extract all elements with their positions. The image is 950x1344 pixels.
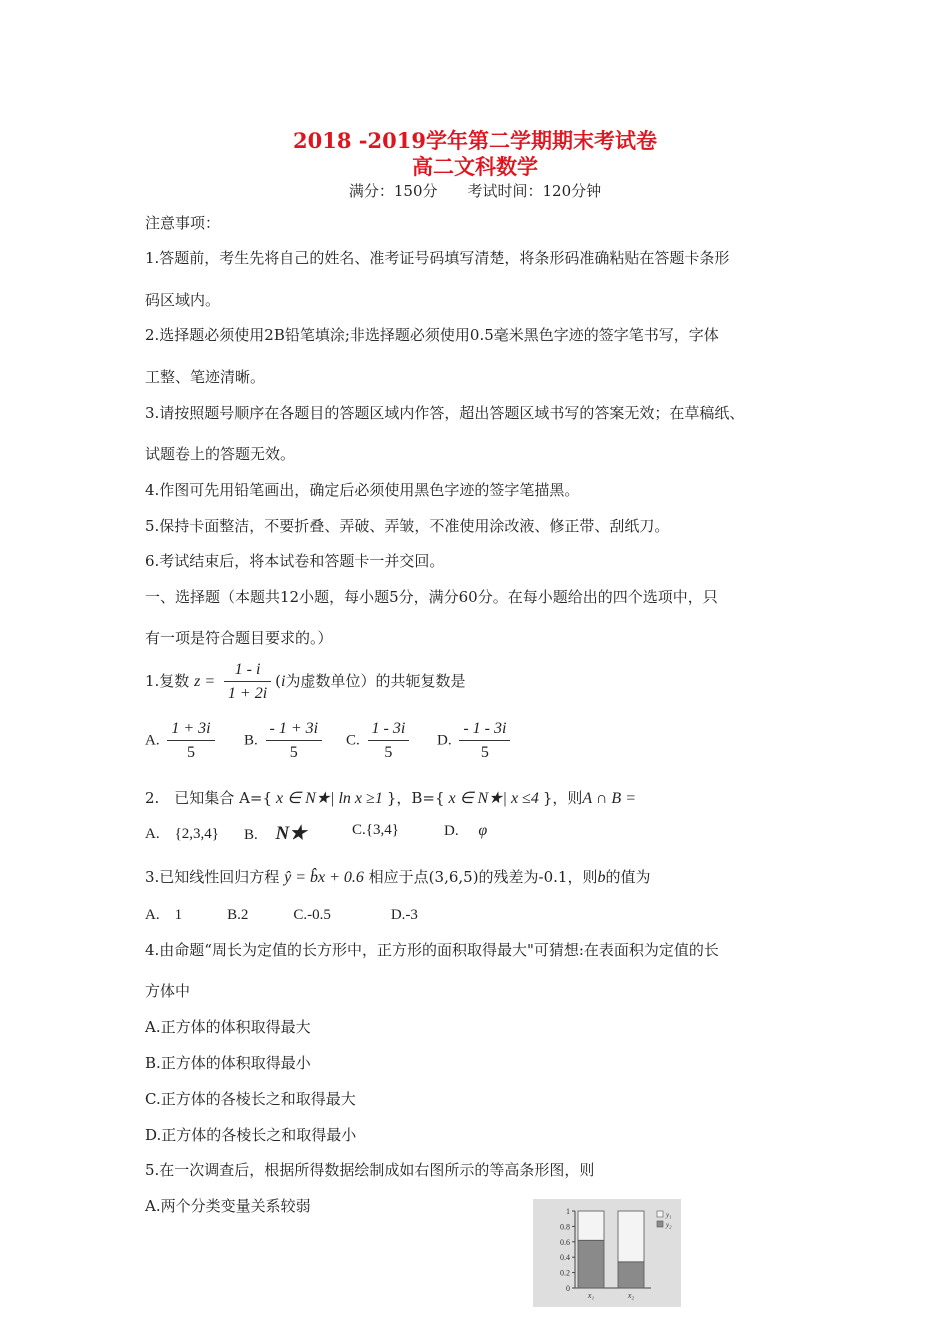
y-tick-label: 0 xyxy=(566,1284,570,1293)
option-label: A. xyxy=(145,732,160,749)
x-tick-label: x₂ xyxy=(627,1291,635,1300)
q1-den: 1 + 2i xyxy=(227,685,268,702)
y-tick-label: 0.2 xyxy=(560,1268,570,1278)
option-label: B. xyxy=(244,827,258,843)
q4-option-c: C.正方体的各棱长之和取得最大 xyxy=(145,1090,356,1108)
option-num: 1 - 3i xyxy=(368,720,410,741)
option-num: 1 + 3i xyxy=(167,720,214,741)
q2-option-c: C.{3,4} xyxy=(352,822,399,838)
q3-equation: ŷ = b̂x + 0.6 xyxy=(284,869,364,886)
bar-segment xyxy=(618,1262,644,1288)
q2-option-a: A. {2,3,4} xyxy=(145,826,219,842)
option-den: 5 xyxy=(384,744,393,761)
y-tick-label: 0.6 xyxy=(560,1237,570,1247)
option-den: 5 xyxy=(289,744,298,761)
q4-option-b: B.正方体的体积取得最小 xyxy=(145,1054,311,1072)
legend-swatch xyxy=(657,1211,663,1217)
q3-text: 3.已知线性回归方程 xyxy=(145,868,280,886)
option-label: C. xyxy=(346,732,360,749)
q1-prefix: 1.复数 xyxy=(145,672,190,690)
option-fraction xyxy=(266,720,323,762)
y-tick-label: 0.8 xyxy=(560,1222,570,1232)
y-tick-label: 1 xyxy=(566,1207,570,1216)
y-tick-label: 0.4 xyxy=(560,1253,570,1263)
q4-option-d: D.正方体的各棱长之和取得最小 xyxy=(145,1126,357,1144)
option-label: D. xyxy=(444,823,459,839)
option-fraction xyxy=(167,720,214,762)
option-num: - 1 - 3i xyxy=(459,720,510,741)
q2-option-d xyxy=(444,822,487,840)
bar-segment xyxy=(618,1211,644,1262)
chart-svg xyxy=(533,1199,681,1307)
q1-var: z = xyxy=(194,673,216,690)
q2-expr: A ∩ B = xyxy=(582,790,636,807)
q3-b: b xyxy=(597,869,606,886)
note-line: 试题卷上的答题无效。 xyxy=(145,445,296,463)
bar-segment xyxy=(578,1211,604,1240)
q2-text: }，B={ xyxy=(386,789,445,807)
q1-i: i xyxy=(281,673,286,690)
q2-text: 2. 已知集合 A={ xyxy=(145,789,273,807)
question-1 xyxy=(145,661,465,703)
note-line: 3.请按照题号顺序在各题目的答题区域内作答，超出答题区域书写的答案无效；在草稿纸、 xyxy=(145,404,745,422)
q1-option-b xyxy=(244,720,326,762)
exam-subtitle: 高二文科数学 xyxy=(412,154,538,179)
option-label: D. xyxy=(437,732,452,749)
q2-set-a: x ∈ N★| ln x ≥1 xyxy=(272,790,387,807)
q3-text: 的值为 xyxy=(605,868,651,886)
note-line: 5.保持卡面整洁，不要折叠、弄破、弄皱，不准使用涂改液、修正带、刮纸刀。 xyxy=(145,517,670,535)
q2-set-b: x ∈ N★| x ≤4 xyxy=(444,790,543,807)
note-line: 码区域内。 xyxy=(145,291,221,309)
question-2 xyxy=(145,787,636,808)
option-fraction xyxy=(368,720,410,762)
option-label: B. xyxy=(244,732,258,749)
option-num: - 1 + 3i xyxy=(266,720,323,741)
note-line: 4.作图可先用铅笔画出，确定后必须使用黑色字迹的签字笔描黑。 xyxy=(145,481,580,499)
q1-option-a xyxy=(145,720,219,762)
section-heading-cont: 有一项是符合题目要求的。） xyxy=(145,629,333,647)
note-line: 1.答题前，考生先将自己的姓名、准考证号码填写清楚，将条形码准确粘贴在答题卡条形 xyxy=(145,249,730,267)
q1-option-d xyxy=(437,720,514,762)
option-value: φ xyxy=(478,822,488,839)
option-value: N★ xyxy=(275,823,307,844)
question-4-cont: 方体中 xyxy=(145,982,191,1000)
q3-text: 相应于点(3,6,5)的残差为-0.1，则 xyxy=(368,868,598,886)
q1-suffix: 为虚数单位）的共轭复数是 xyxy=(285,672,466,690)
note-line: 工整、笔迹清晰。 xyxy=(145,368,266,386)
notes-heading: 注意事项： xyxy=(145,214,221,232)
stacked-bar-chart xyxy=(533,1199,681,1307)
question-3 xyxy=(145,866,650,887)
legend-swatch xyxy=(657,1221,663,1227)
section-heading: 一、选择题（本题共12小题，每小题5分，满分60分。在每小题给出的四个选项中，只 xyxy=(145,588,718,606)
q5-option-a: A.两个分类变量关系较弱 xyxy=(145,1197,311,1215)
legend-label: y₂ xyxy=(666,1221,672,1229)
question-5: 5.在一次调查后，根据所得数据绘制成如右图所示的等高条形图，则 xyxy=(145,1161,595,1179)
question-4: 4.由命题“周长为定值的长方形中，正方形的面积取得最大"可猜想:在表面积为定值的长 xyxy=(145,941,719,959)
q2-text: }，则 xyxy=(542,789,583,807)
q1-option-c xyxy=(346,720,413,762)
bar-segment xyxy=(578,1240,604,1288)
legend-label: y₁ xyxy=(666,1211,672,1219)
exam-meta: 满分：150分 考试时间：120分钟 xyxy=(348,182,602,200)
exam-title: 2018 -2019学年第二学期期末考试卷 xyxy=(293,128,657,153)
q3-options: A. 1 B.2 C.-0.5 D.-3 xyxy=(145,907,418,923)
option-den: 5 xyxy=(480,744,489,761)
option-fraction xyxy=(459,720,510,762)
q1-paren: ( xyxy=(275,672,282,690)
note-line: 6.考试结束后，将本试卷和答题卡一并交回。 xyxy=(145,552,445,570)
note-line: 2.选择题必须使用2B铅笔填涂;非选择题必须使用0.5毫米黑色字迹的签字笔书写，字体 xyxy=(145,326,719,344)
q4-option-a: A.正方体的体积取得最大 xyxy=(145,1018,311,1036)
option-den: 5 xyxy=(186,744,195,761)
q2-option-b xyxy=(244,822,306,845)
q1-fraction xyxy=(224,661,271,703)
q1-num: 1 - i xyxy=(224,661,271,682)
x-tick-label: x₁ xyxy=(587,1291,595,1300)
